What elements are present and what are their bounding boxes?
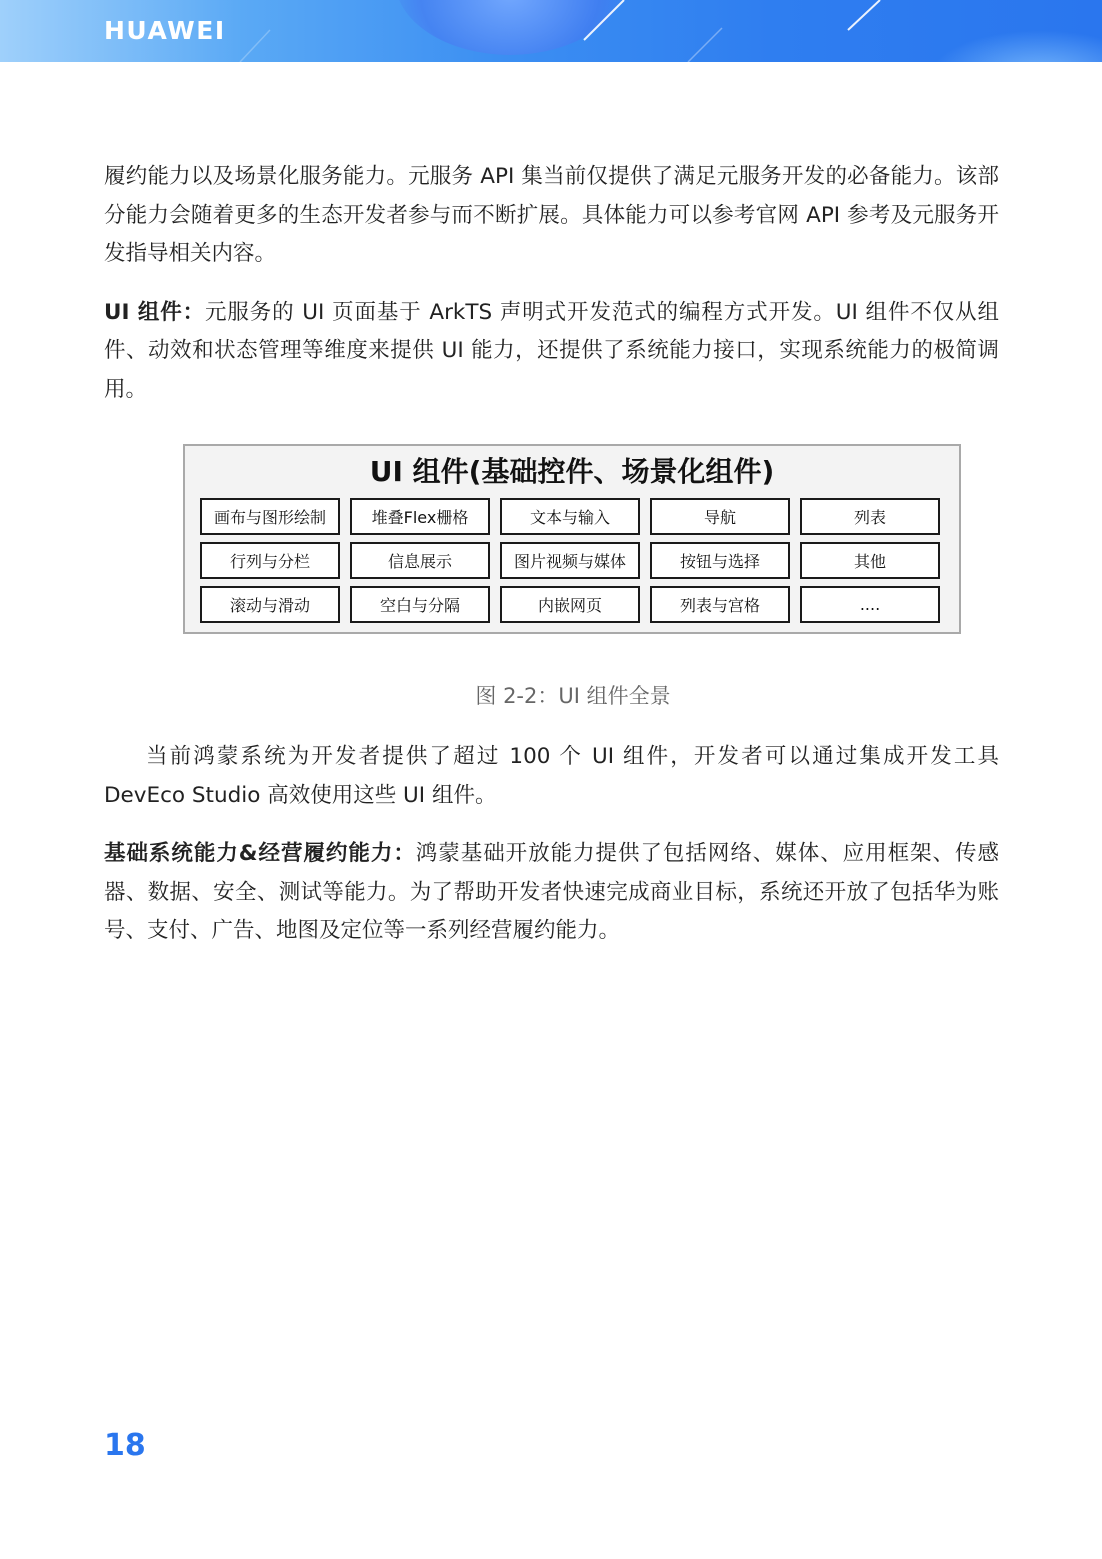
- main-content: [104, 158, 999, 409]
- figure-cell: 列表与宫格: [650, 586, 790, 623]
- main-content-continued: [104, 738, 999, 951]
- figure-cell: 画布与图形绘制: [200, 498, 340, 535]
- figure-cell: 行列与分栏: [200, 542, 340, 579]
- ui-components-figure: [183, 444, 961, 634]
- paragraph-body: 鸿蒙基础开放能力提供了包括网络、媒体、应用框架、传感器、数据、安全、测试等能力。为了帮助开发者快速完成商业目标，系统还开放了包括华为账号、支付、广告、地图及定位等一系列经营履约能力。: [104, 841, 999, 943]
- figure-cell: 图片视频与媒体: [500, 542, 640, 579]
- huawei-logo: HUAWEI: [104, 16, 226, 45]
- figure-cell: 其他: [800, 542, 940, 579]
- figure-cell: ....: [800, 586, 940, 623]
- figure-cell: 滚动与滑动: [200, 586, 340, 623]
- figure-caption: 图 2-2：UI 组件全景: [475, 684, 671, 708]
- figure-cell: 文本与输入: [500, 498, 640, 535]
- figure-title: UI 组件(基础控件、场景化组件): [369, 455, 775, 488]
- paragraph-ui-components: [104, 294, 999, 410]
- paragraph-lead: 基础系统能力&经营履约能力：: [104, 841, 416, 866]
- figure-cell: 按钮与选择: [650, 542, 790, 579]
- figure-cell: 内嵌网页: [500, 586, 640, 623]
- paragraph-components-count: 当前鸿蒙系统为开发者提供了超过 100 个 UI 组件，开发者可以通过集成开发工具 DevEco Studio 高效使用这些 UI 组件。: [104, 744, 999, 808]
- figure-cell: 信息展示: [350, 542, 490, 579]
- header-banner: [0, 0, 1102, 62]
- paragraph-body: 元服务的 UI 页面基于 ArkTS 声明式开发范式的编程方式开发。UI 组件不仅从组件、动效和状态管理等维度来提供 UI 能力，还提供了系统能力接口，实现系统能力的极简调用。: [104, 299, 999, 402]
- paragraph-lead: UI 组件：: [104, 299, 206, 325]
- page-number: 18: [104, 1428, 146, 1463]
- figure-grid: [200, 498, 941, 623]
- figure-cell: 导航: [650, 498, 790, 535]
- paragraph-intro: 履约能力以及场景化服务能力。元服务 API 集当前仅提供了满足元服务开发的必备能力。该部分能力会随着更多的生态开发者参与而不断扩展。具体能力可以参考官网 API 参考及元服务开发指导相关内容。: [104, 164, 999, 266]
- figure-cell: 列表: [800, 498, 940, 535]
- figure-cell: 堆叠Flex栅格: [350, 498, 490, 535]
- figure-cell: 空白与分隔: [350, 586, 490, 623]
- paragraph-basic-capabilities: [104, 835, 999, 951]
